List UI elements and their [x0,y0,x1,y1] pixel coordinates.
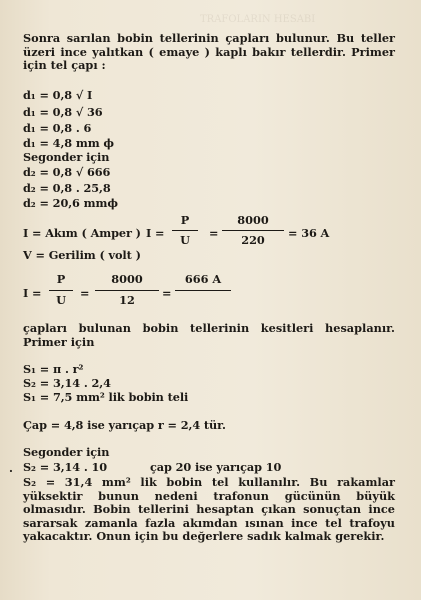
formula2-lhs: I = [23,286,42,300]
intro-paragraph: Sonra sarılan bobin tellerinin çapları bulunur. Bu teller üzeri ince yalıtkan ( emaye ) kaplı bakır tellerdir. Primer için tel çapı : [23,31,395,73]
voltage-definition: V = Gerilim ( volt ) [23,248,141,262]
formula1-bar2 [222,230,284,231]
sekonder-radius: çap 20 ise yarıçap 10 [150,460,282,474]
sekonder-heading: Segonder için [23,150,110,164]
formula1-bar [172,230,198,231]
sekonder-heading-2: Segonder için [23,445,110,459]
formula2-den2: 12 [119,293,135,307]
closing-paragraph: S₂ = 31,4 mm² lik bobin tel kullanılır. Bu rakamlar yüksektir bunun nedeni trafonun gücünün büyük olmasıdır. Bobin tellerini hesaptan çıkan sonuçtan ince sararsak zamanla fazla akımdan ısınan ince tel trafoyu yakacaktır. Onun için bu değerlere sadık kalmak gerekir. [23,475,395,544]
primer-eq-3: d₁ = 0,8 . 6 [23,121,92,135]
bullet-dot: . [9,461,13,475]
bleed-through-text: TRAFOLARIN HESABI [200,14,316,25]
radius-line: Çap = 4,8 ise yarıçap r = 2,4 tür. [23,418,226,432]
sekonder-eq-2: d₂ = 0,8 . 25,8 [23,181,111,195]
sekonder-area-eq: S₂ = 3,14 . 10 [23,460,108,474]
area-eq-3: S₁ = 7,5 mm² lik bobin teli [23,390,189,404]
formula2-bar [49,290,73,291]
primer-eq-2: d₁ = 0,8 √ 36 [23,105,103,119]
formula2-eq: = [80,286,90,300]
formula2-num3: 666 A [184,272,222,286]
formula2-bar3 [175,290,231,291]
formula1-num2: 8000 [237,213,269,227]
formula1-den2: 220 [241,233,265,247]
formula1-result: = 36 A [288,226,330,240]
formula2-num: P [56,272,66,286]
current-definition: I = Akım ( Amper ) [23,226,141,240]
primer-eq-1: d₁ = 0,8 √ I [23,88,93,102]
formula2-eq2: = [162,286,172,300]
area-eq-1: S₁ = π . r² [23,362,84,376]
primer-eq-4: d₁ = 4,8 mm ϕ [23,136,114,150]
formula1-lhs: I = [146,226,165,240]
formula2-bar2 [95,290,159,291]
section-paragraph: çapları bulunan bobin tellerinin kesitleri hesaplanır. Primer için [23,321,395,349]
formula1-den: U [180,233,190,247]
formula2-num2: 8000 [111,272,143,286]
formula2-den: U [56,293,66,307]
sekonder-eq-3: d₂ = 20,6 mmϕ [23,196,118,210]
formula1-eq: = [209,226,219,240]
area-eq-2: S₂ = 3,14 . 2,4 [23,376,111,390]
formula1-num: P [180,213,190,227]
sekonder-eq-1: d₂ = 0,8 √ 666 [23,165,111,179]
